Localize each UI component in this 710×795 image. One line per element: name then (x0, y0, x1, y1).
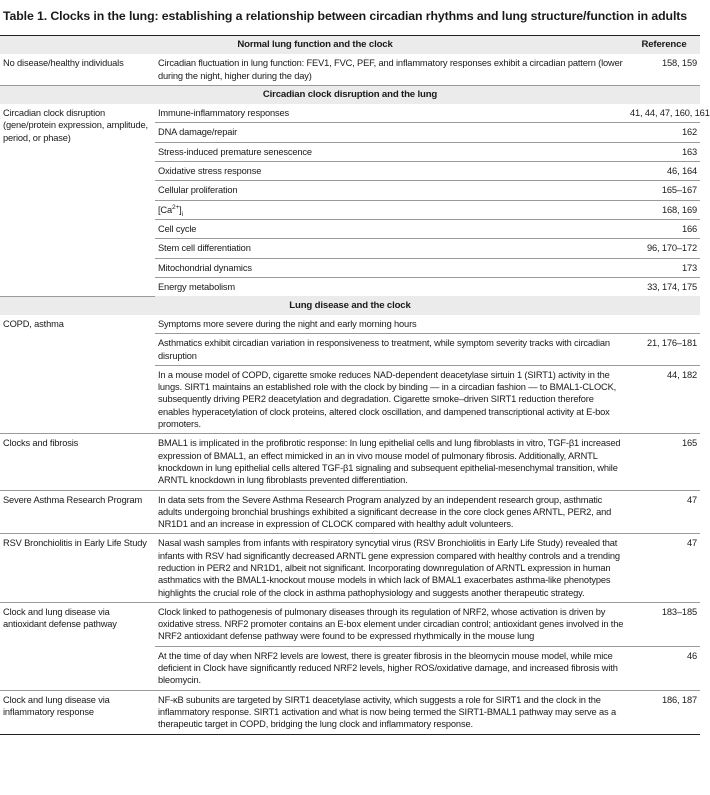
finding-cell: Cellular proliferation (155, 181, 630, 200)
condition-cell: COPD, asthma (0, 315, 155, 434)
section-title: Lung disease and the clock (0, 296, 700, 315)
finding-cell: Oxidative stress response (155, 162, 630, 181)
reference-cell: 21, 176–181 (630, 334, 700, 366)
finding-cell: Cell cycle (155, 219, 630, 238)
calcium-bracket: ] (179, 204, 182, 215)
finding-cell: Clock linked to pathogenesis of pulmonary diseases through its regulation of NRF2, whose activation is driven by oxidative stress. NRF2 promoter contains an E-box element under circadian control; antioxidant genes involved in the NRF2 antioxidant defense pathway were found to be expressed rhythmically in the mouse lung (155, 602, 630, 646)
finding-cell: Circadian fluctuation in lung function: FEV1, FVC, PEF, and inflammatory responses exhibit a circadian pattern (lower during the night, higher during the day) (155, 54, 630, 85)
reference-cell: 183–185 (630, 602, 700, 646)
condition-cell: Clock and lung disease via antioxidant defense pathway (0, 602, 155, 690)
condition-cell: Circadian clock disruption (gene/protein expression, amplitude, period, or phase) (0, 104, 155, 296)
reference-cell: 158, 159 (630, 54, 700, 85)
finding-cell: Stress-induced premature senescence (155, 142, 630, 161)
table-row (0, 434, 700, 490)
calcium-label: [Ca (158, 204, 173, 215)
section-header-row (0, 296, 700, 315)
section-header-row (0, 85, 700, 104)
reference-column-header: Reference (630, 36, 700, 55)
reference-cell: 47 (630, 534, 700, 602)
finding-cell: DNA damage/repair (155, 123, 630, 142)
section-title: Circadian clock disruption and the lung (0, 85, 700, 104)
reference-cell: 33, 174, 175 (647, 281, 697, 292)
table-row (0, 690, 700, 734)
finding-cell: In a mouse model of COPD, cigarette smoke reduces NAD-dependent deacetylase sirtuin 1 (SIRT1) activity in the lungs. SIRT1 maintains an established role with the clock by binding — in a circadian fashion — to BMAL1-CLOCK, subsequently driving PER2 deacetylation and degradation. Cigarette smoke–driven SIRT1 reduction therefore enables hyperacetylation of clock proteins, altered clock oscillation, and dampened transcriptional activity at E-box promoters. (155, 365, 630, 433)
reference-cell: 41, 44, 47, 160, 161 (630, 104, 700, 123)
finding-cell: Nasal wash samples from infants with respiratory syncytial virus (RSV Bronchiolitis in Early Life Study) revealed that infants with RSV had significantly decreased ARNTL gene expression compared with healthy controls and a trending reduction in PER2 and NR1D1, albeit not significant. Incorporating downregulation of ARNTL expression in human asthmatics with the BMAL1-knockout mouse models in which lack of BMAL1 exacerbates asthma-like phenotypes highlights the crucial role of the clock in asthma pathophysiology and suggests another therapeutic strategy. (155, 534, 630, 602)
finding-cell: Immune-inflammatory responses (155, 104, 630, 123)
finding-cell: Asthmatics exhibit circadian variation in responsiveness to treatment, while symptom severity tracks with circadian disruption (155, 334, 630, 366)
finding-cell: Mitochondrial dynamics (155, 258, 630, 277)
table-row (0, 534, 700, 602)
section-title: Normal lung function and the clock (0, 36, 630, 55)
reference-cell: 165–167 (630, 181, 700, 200)
finding-cell (155, 200, 630, 219)
reference-cell: 163 (630, 142, 700, 161)
reference-cell: 186, 187 (630, 690, 700, 734)
section-header-row (0, 36, 700, 55)
table-row (0, 54, 700, 85)
finding-cell: Stem cell differentiation (155, 239, 630, 258)
condition-cell: Severe Asthma Research Program (0, 490, 155, 534)
table-title: Table 1. Clocks in the lung: establishing a relationship between circadian rhythms and lung structure/function in adults (3, 9, 688, 23)
calcium-superscript: 2+ (172, 203, 180, 211)
reference-cell (630, 315, 700, 334)
reference-cell: 47 (630, 490, 700, 534)
condition-cell: Clock and lung disease via inflammatory response (0, 690, 155, 734)
finding-cell: NF-κB subunits are targeted by SIRT1 deacetylase activity, which suggests a role for SIRT1 and the clock in the inflammatory response. SIRT1 activation and what is now being termed the SIRT1-BMAL1 pathway may serve as a therapeutic target in COPD, bridging the lung clock and inflammatory response. (155, 690, 630, 734)
finding-cell: BMAL1 is implicated in the profibrotic response: In lung epithelial cells and lung fibroblasts in vitro, TGF-β1 increased expression of BMAL1, an effect mimicked in an in vivo mouse model of pulmonary fibrosis. Additionally, ARNTL knockdown in lung epithelial cells altered TGF-β1 signaling and subsequent epithelial-mesenchymal transition, while ARNTL knockdown in lung fibroblasts prevented differentiation. (155, 434, 630, 490)
reference-cell: 166 (630, 219, 700, 238)
reference-cell: 44, 182 (630, 365, 700, 433)
condition-cell: RSV Bronchiolitis in Early Life Study (0, 534, 155, 602)
condition-cell: Clocks and fibrosis (0, 434, 155, 490)
reference-cell: 173 (630, 258, 700, 277)
reference-cell: 96, 170–172 (630, 239, 700, 258)
reference-cell: 46 (630, 646, 700, 690)
finding-cell: In data sets from the Severe Asthma Research Program analyzed by an independent research group, asthmatic adults undergoing bronchial brushings exhibited a significant decrease in the core clock genes ARNTL, PER2, and NR1D1 and an increase in expression of CLOCK compared with healthy adult volunteers. (155, 490, 630, 534)
table-row (0, 490, 700, 534)
finding-cell: Energy metabolism (158, 281, 236, 292)
reference-cell: 46, 164 (630, 162, 700, 181)
table-row (0, 315, 700, 334)
condition-cell: No disease/healthy individuals (0, 54, 155, 85)
table-row (0, 602, 700, 646)
reference-cell: 165 (630, 434, 700, 490)
clocks-table (0, 35, 710, 735)
finding-cell: Symptoms more severe during the night and early morning hours (155, 315, 630, 334)
finding-cell: At the time of day when NRF2 levels are lowest, there is greater fibrosis in the bleomycin mouse model, while mice deficient in Clock have significantly reduced NRF2 levels, higher ROS/oxidative damage, and increased fibrosis with bleomycin. (155, 646, 630, 690)
reference-cell: 168, 169 (630, 200, 700, 219)
reference-cell: 162 (630, 123, 700, 142)
table-row (0, 104, 700, 123)
calcium-subscript: i (181, 210, 183, 218)
